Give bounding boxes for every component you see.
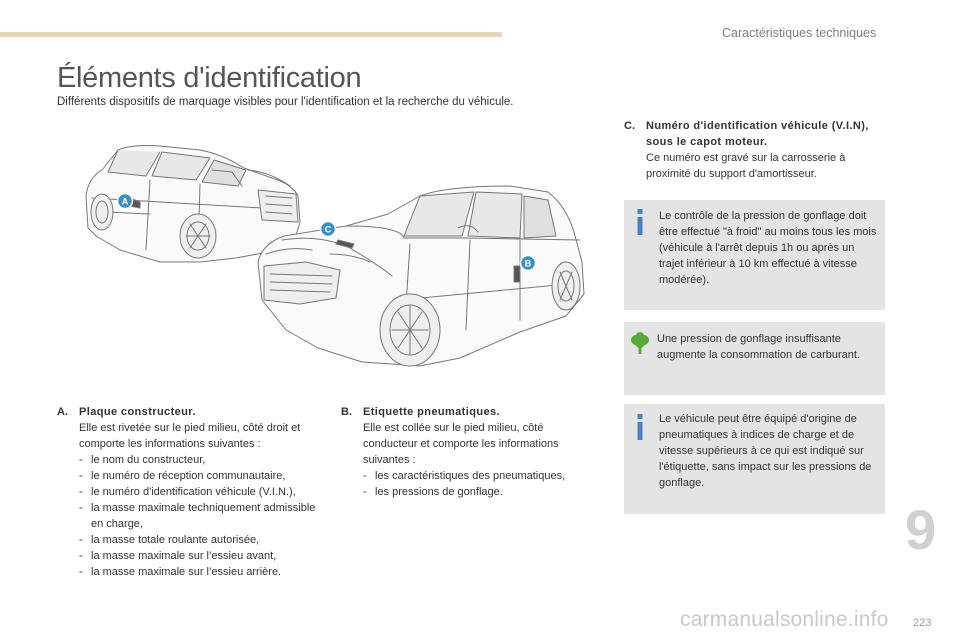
marker-c-label: C — [324, 224, 332, 235]
info-box-tyre-indices — [624, 404, 885, 514]
list-item: - les caractéristiques des pneumatiques, — [363, 468, 597, 484]
section-a-heading: Plaque constructeur. — [79, 406, 196, 418]
section-b-letter: B. — [341, 406, 352, 418]
info-box-pressure-check — [624, 200, 885, 310]
list-item: - le nom du constructeur, — [79, 452, 319, 468]
info-box-text: Une pression de gonflage insuffisante augmente la consommation de carburant. — [657, 333, 861, 361]
marker-a — [118, 194, 133, 209]
section-c-heading: Numéro d'identification véhicule (V.I.N), sous le capot moteur. — [646, 120, 869, 148]
section-a-intro: Elle est rivetée sur le pied milieu, côté droit et comporte les informations suivantes : — [79, 422, 301, 450]
page-title: Éléments d'identification — [57, 62, 362, 94]
eco-tree-icon — [630, 332, 650, 354]
info-box-text: Le contrôle de la pression de gonflage doit être effectué "à froid" au moins tous les mois (véhicule à l'arrêt depuis 1h ou après un trajet inférieur à 10 km effectué à vitesse modérée). — [659, 210, 877, 286]
list-item: - la masse maximale sur l’essieu arrière. — [79, 564, 319, 580]
section-a — [57, 404, 319, 580]
list-item: - les pressions de gonflage. — [363, 484, 597, 500]
vehicle-illustration — [0, 0, 620, 400]
marker-b — [521, 256, 536, 271]
section-a-letter: A. — [57, 406, 68, 418]
marker-b-label: B — [524, 258, 532, 269]
chapter-number: 9 — [905, 498, 937, 561]
list-item: - la masse maximale techniquement admissible en charge, — [79, 500, 319, 532]
section-b-heading: Etiquette pneumatiques. — [363, 406, 500, 418]
info-box-eco — [624, 322, 885, 395]
info-icon — [635, 209, 645, 235]
section-a-list — [79, 452, 319, 580]
chapter-title: Caractéristiques techniques — [722, 26, 877, 40]
page-number: 223 — [913, 617, 932, 629]
list-item: - la masse maximale sur l’essieu avant, — [79, 548, 319, 564]
marker-a-label: A — [121, 196, 129, 207]
section-c-body: Ce numéro est gravé sur la carrosserie à proximité du support d'amortisseur. — [646, 152, 846, 180]
list-item: - le numéro de réception communautaire, — [79, 468, 319, 484]
info-icon — [635, 414, 645, 440]
section-b — [341, 404, 597, 500]
section-b-list — [363, 468, 597, 500]
section-c-letter: C. — [624, 120, 635, 132]
large-car-drawing — [258, 186, 584, 366]
marker-c — [321, 222, 336, 237]
page-subtitle: Différents dispositifs de marquage visibles pour l'identification et la recherche du véhicule. — [57, 96, 514, 108]
list-item: - la masse totale roulante autorisée, — [79, 532, 319, 548]
section-b-intro: Elle est collée sur le pied milieu, côté conducteur et comporte les informations suivantes : — [363, 422, 559, 466]
watermark: carmanualsonline.info — [680, 608, 889, 631]
info-box-text: Le véhicule peut être équipé d'origine de pneumatiques à indices de charge et de vitesse supérieurs à ce qui est indiqué sur l'étiquette, sans impact sur les pressions de gonflage. — [659, 413, 872, 489]
list-item: - le numéro d'identification véhicule (V.I.N.), — [79, 484, 319, 500]
section-c — [624, 118, 886, 182]
